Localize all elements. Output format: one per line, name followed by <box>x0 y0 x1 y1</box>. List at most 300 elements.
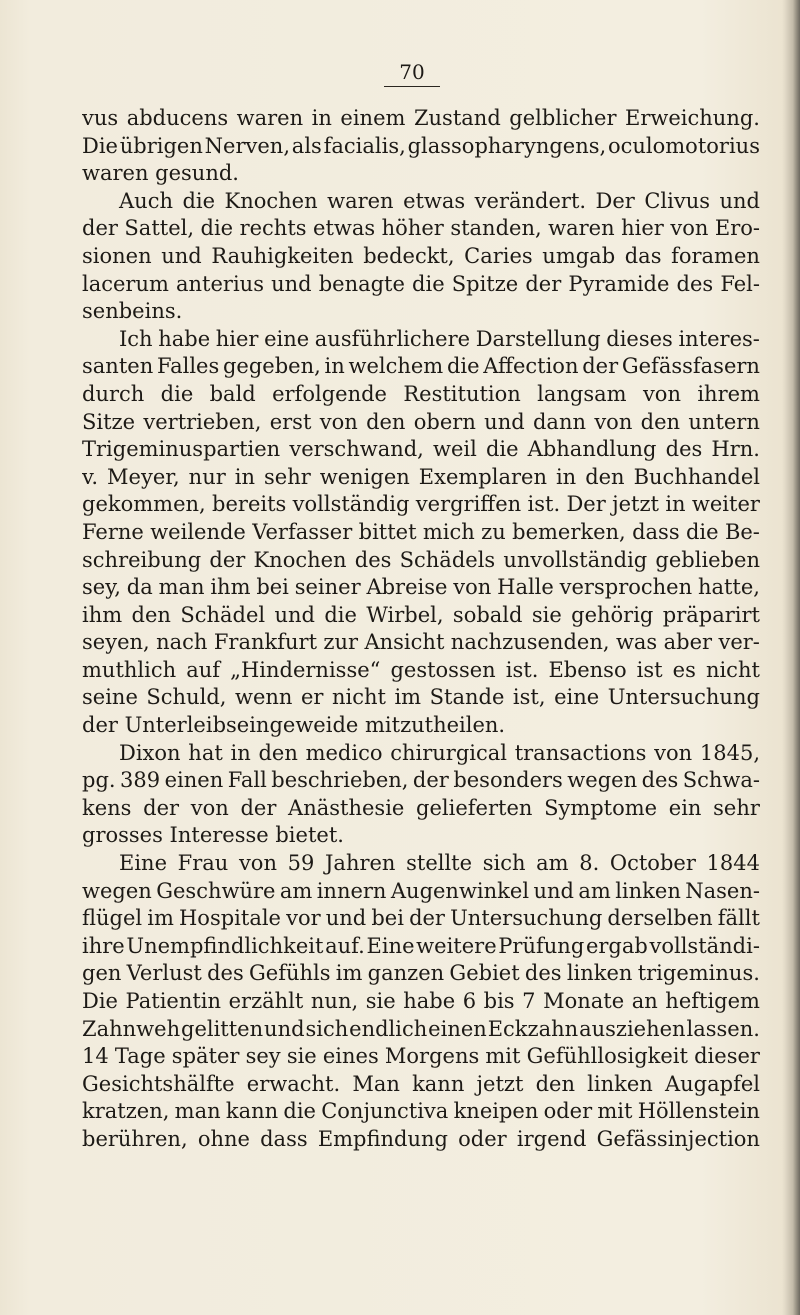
word: flügel <box>82 906 143 931</box>
word: am <box>536 851 569 876</box>
word: Zahnweh <box>82 1016 181 1041</box>
word: sie <box>286 1044 317 1069</box>
word: und <box>484 409 525 434</box>
word: eine <box>554 685 600 710</box>
word: Ero- <box>714 216 760 241</box>
word: gelitten <box>181 1016 264 1041</box>
word: derselben <box>607 906 713 931</box>
word: hier <box>621 216 664 241</box>
word: sionen <box>82 243 152 268</box>
word: vus <box>82 106 119 130</box>
word: bittet <box>358 519 417 544</box>
word: muthlich <box>82 657 177 682</box>
word: ihm <box>82 602 123 627</box>
word: von <box>319 409 358 434</box>
word: Verfasser <box>252 519 353 544</box>
word: von <box>453 575 492 600</box>
text-line <box>82 684 760 712</box>
word: Hospitale <box>178 906 281 931</box>
word: Hrn. <box>711 437 760 462</box>
word: Falles <box>156 354 220 379</box>
word: die <box>283 1099 316 1124</box>
text-line <box>82 795 760 823</box>
word: untern <box>688 409 760 434</box>
word: Gefühls <box>248 961 331 986</box>
word: der <box>240 795 277 820</box>
word: obern <box>413 409 476 434</box>
word: Affection <box>483 354 579 379</box>
word: des <box>524 961 562 986</box>
word: glassopharyngens, <box>407 133 607 158</box>
word: Die <box>82 989 118 1013</box>
word: den <box>131 602 171 627</box>
word: Jahren <box>325 851 396 876</box>
word: jetzt <box>476 1071 524 1096</box>
word: lassen. <box>686 1016 760 1041</box>
text-line <box>82 381 760 409</box>
word: oculomotorius <box>607 133 760 158</box>
word: was <box>615 630 658 655</box>
word: Halle <box>497 575 554 600</box>
word: Frankfurt <box>213 630 318 655</box>
word: seyen, <box>82 630 150 655</box>
word: sobald <box>452 602 523 627</box>
word: Ferne <box>82 519 144 544</box>
word: bereits <box>212 492 287 517</box>
word: Empfindung <box>317 1126 448 1151</box>
word: linken <box>615 878 681 903</box>
word: Exemplaren <box>418 464 547 489</box>
word: medico <box>305 740 383 765</box>
word: vor <box>286 906 321 931</box>
word: Prüfung <box>498 933 585 958</box>
word: ihre <box>82 933 125 958</box>
text-line <box>82 905 760 933</box>
text-line <box>82 1016 760 1044</box>
word: von <box>190 795 229 820</box>
word: Frau <box>177 851 229 876</box>
word: Verlust <box>126 961 202 986</box>
word: Gefühllosigkeit <box>526 1044 688 1069</box>
word: man <box>174 1099 221 1124</box>
word: auf <box>186 657 221 682</box>
text-line <box>82 740 760 768</box>
word: gekommen, <box>82 492 206 517</box>
word: irgend <box>516 1126 587 1151</box>
word: nun, <box>310 989 359 1013</box>
word: habe <box>158 326 211 351</box>
word: Nasen- <box>685 878 760 903</box>
word: heftigem <box>665 989 760 1013</box>
word: den <box>366 409 406 434</box>
word: den <box>585 464 625 489</box>
word: sehr <box>713 795 760 820</box>
text-line <box>82 960 760 988</box>
word: nachzusenden, <box>450 630 610 655</box>
word: und <box>274 602 315 627</box>
text-line <box>82 988 760 1016</box>
word: Morgens <box>384 1044 480 1069</box>
word: das <box>624 243 662 268</box>
word: Abhandlung <box>527 437 657 462</box>
word: der <box>82 216 118 241</box>
word: sich <box>305 1016 349 1041</box>
word: chirurgical <box>390 740 507 765</box>
word: Gefässfasern <box>621 354 760 379</box>
text-line <box>82 574 760 602</box>
word: kann <box>225 1099 279 1124</box>
page-edge-shadow <box>782 0 800 1315</box>
word: der <box>582 354 619 379</box>
text-line <box>82 353 760 381</box>
word: den <box>535 1071 575 1096</box>
word: oder <box>543 1099 593 1124</box>
word: transactions <box>514 740 647 765</box>
word: beschrieben, <box>271 768 409 793</box>
word: als <box>291 133 322 158</box>
word: 6 <box>462 989 477 1013</box>
word: kann <box>412 1071 465 1096</box>
word: die <box>485 437 519 462</box>
text-line <box>82 1098 760 1126</box>
word: Be- <box>724 519 760 544</box>
word: in <box>230 740 251 765</box>
word: seiner <box>294 575 361 600</box>
text-line <box>82 409 760 437</box>
word: in <box>324 354 345 379</box>
word: unvollständig <box>503 547 648 572</box>
word: eines <box>322 1044 379 1069</box>
word: am <box>279 878 313 903</box>
word: Schuld, <box>146 685 227 710</box>
word: Monate <box>543 989 625 1013</box>
word: bald <box>209 381 256 406</box>
word: erfolgende <box>272 381 387 406</box>
word: kratzen, <box>82 1099 170 1124</box>
word: im <box>335 961 363 986</box>
text-line <box>82 547 760 575</box>
word: Abreise <box>366 575 448 600</box>
word: in <box>555 464 577 489</box>
text-line <box>82 1043 760 1071</box>
word: Der <box>595 188 635 213</box>
word: von <box>642 381 681 406</box>
word: in <box>311 106 332 130</box>
word: Restitution <box>403 381 521 406</box>
word: welchem <box>348 354 444 379</box>
word: Stande <box>429 685 505 710</box>
word: gelieferten <box>416 795 533 820</box>
text-line <box>82 243 760 271</box>
word: wegen <box>567 768 638 793</box>
text-line <box>82 657 760 685</box>
word: und <box>161 243 202 268</box>
word: 1844 <box>706 851 760 876</box>
word: endlich <box>349 1016 428 1041</box>
word: Wirbel, <box>366 602 444 627</box>
word: nach <box>156 630 208 655</box>
word: Darstellung <box>475 326 601 351</box>
word: pg. <box>82 768 116 793</box>
word: Ebenso <box>548 657 627 682</box>
word: benagte <box>318 271 405 296</box>
word: Eckzahn <box>487 1016 579 1041</box>
word: der <box>409 906 445 931</box>
word: die <box>324 602 357 627</box>
word: von <box>654 740 693 765</box>
word: im <box>147 906 174 931</box>
word: weil <box>432 437 477 462</box>
word: Fel- <box>720 271 760 296</box>
word: Nerven, <box>204 133 291 158</box>
word: mit <box>485 1044 521 1069</box>
text-line <box>82 188 760 216</box>
word: erst <box>269 409 312 434</box>
word: des <box>676 271 714 296</box>
word: nicht <box>705 657 760 682</box>
word: eine <box>264 326 310 351</box>
word: ausführlichere <box>314 326 471 351</box>
word: vollständig <box>292 492 410 517</box>
word: des <box>641 768 679 793</box>
word: anterius <box>176 271 264 296</box>
word: weiter <box>691 492 760 517</box>
word: Sitze <box>82 409 136 434</box>
word: waren <box>327 188 394 213</box>
word: schreibung <box>82 547 202 572</box>
word: dann <box>532 409 586 434</box>
word: kneipen <box>453 1099 539 1124</box>
word: Höllenstein <box>637 1099 760 1124</box>
word: und <box>533 878 574 903</box>
text-line <box>82 215 760 243</box>
word: „Hindernisse“ <box>230 657 381 682</box>
word: bemerken, <box>512 519 626 544</box>
word: Geschwüre <box>156 878 276 903</box>
text-line <box>82 105 760 133</box>
word: er <box>300 685 324 710</box>
word: gehörig <box>571 602 654 627</box>
word: Untersuchung <box>450 906 603 931</box>
text-line <box>82 878 760 906</box>
word: gestossen <box>390 657 496 682</box>
word: aber <box>663 630 713 655</box>
word: der <box>412 768 449 793</box>
word: dass <box>632 519 680 544</box>
word: sie <box>365 989 396 1013</box>
word: weilende <box>150 519 246 544</box>
word: Zustand <box>413 106 501 130</box>
text-line <box>82 326 760 354</box>
word: Gesichtshälfte <box>82 1071 235 1096</box>
word: abducens <box>126 106 229 130</box>
word: bedeckt, <box>363 243 455 268</box>
word: die <box>182 188 216 213</box>
text-line <box>82 850 760 878</box>
word: ver- <box>718 630 760 655</box>
word: von <box>238 851 277 876</box>
word: dieser <box>694 1044 760 1069</box>
word: gen <box>82 961 122 986</box>
word: den <box>258 740 298 765</box>
word: einen <box>428 1016 487 1041</box>
text-line <box>82 519 760 547</box>
word: 59 <box>287 851 315 876</box>
word: die <box>412 271 445 296</box>
word: vollständi- <box>649 933 760 958</box>
word: Pyramide <box>568 271 670 296</box>
word: der <box>209 547 246 572</box>
word: auf. <box>325 933 365 958</box>
word: den <box>640 409 681 434</box>
word: hat <box>188 740 223 765</box>
word: bei <box>256 575 289 600</box>
word: Clivus <box>644 188 710 213</box>
word: hatte, <box>697 575 760 600</box>
word: ganzen <box>367 961 445 986</box>
word: sey, <box>82 575 121 600</box>
word: da <box>126 575 153 600</box>
word: erzählt <box>228 989 304 1013</box>
word: October <box>609 851 696 876</box>
word: etwas <box>313 216 376 241</box>
word: und <box>325 906 367 931</box>
word: Unempfindlichkeit <box>126 933 324 958</box>
word: in <box>234 464 255 489</box>
text-line <box>82 933 760 961</box>
word: am <box>578 878 611 903</box>
word: des <box>665 437 703 462</box>
word: ihm <box>210 575 251 600</box>
word: fällt <box>717 906 760 931</box>
text-line <box>82 629 760 657</box>
word: Gebiet <box>449 961 520 986</box>
word: wenigen <box>319 464 410 489</box>
text-line <box>82 1071 760 1099</box>
word: foramen <box>671 243 760 268</box>
word: oder <box>458 1126 507 1151</box>
word: durch <box>82 381 145 406</box>
word: Meyer, <box>107 464 180 489</box>
text-line <box>82 271 760 299</box>
word: in <box>665 492 686 517</box>
word: Tage <box>114 1044 166 1069</box>
word: vergriffen <box>415 492 522 517</box>
word: 7 <box>522 989 536 1013</box>
body-text <box>82 105 760 1154</box>
word: nicht <box>331 685 386 710</box>
word: kens <box>82 795 132 820</box>
word: von <box>594 409 633 434</box>
word: sey <box>245 1044 281 1069</box>
word: linken <box>566 961 633 986</box>
word: ausziehen <box>579 1016 686 1041</box>
word: und <box>271 271 312 296</box>
word: weitere <box>416 933 497 958</box>
word: innern <box>316 878 387 903</box>
word: mit <box>597 1099 633 1124</box>
word: Untersuchung <box>607 685 760 710</box>
word: Schädels <box>399 547 496 572</box>
word: linken <box>587 1071 653 1096</box>
word: Gefässinjection <box>596 1126 760 1151</box>
word: einen <box>164 768 224 793</box>
word: Schädel <box>180 602 266 627</box>
word: mich <box>422 519 475 544</box>
word: der <box>525 271 562 296</box>
word: Erweichung. <box>625 106 760 130</box>
word: rechts <box>239 216 307 241</box>
word: berühren, <box>82 1126 188 1151</box>
word: sehr <box>263 464 311 489</box>
word: 14 <box>82 1044 109 1069</box>
word: an <box>631 989 658 1013</box>
word: übrigen <box>119 133 203 158</box>
word: waren <box>236 106 304 130</box>
text-line <box>82 602 760 630</box>
word: Ansicht <box>364 630 445 655</box>
word: langsam <box>537 381 627 406</box>
word: ist, <box>512 685 546 710</box>
word: bei <box>371 906 404 931</box>
text-line: der Unterleibseingeweide mitzutheilen. <box>82 713 506 738</box>
word: wegen <box>82 878 152 903</box>
word: bis <box>483 989 515 1013</box>
word: Eine <box>366 933 415 958</box>
text-line: grosses Interesse bietet. <box>82 823 344 848</box>
word: waren <box>548 216 615 241</box>
word: des <box>207 961 244 986</box>
word: ohne <box>197 1126 250 1151</box>
word: Rauhigkeiten <box>211 243 354 268</box>
word: nur <box>188 464 226 489</box>
word: Conjunctiva <box>321 1099 449 1124</box>
word: Man <box>352 1071 400 1096</box>
word: Der <box>566 492 606 517</box>
word: im <box>394 685 422 710</box>
word: dass <box>260 1126 308 1151</box>
word: sie <box>531 602 562 627</box>
word: Symptome <box>544 795 658 820</box>
word: Eine <box>119 851 167 876</box>
word: ihrem <box>697 381 760 406</box>
word: Patientin <box>125 989 222 1013</box>
word: Schwa- <box>682 768 760 793</box>
word: lacerum <box>82 271 169 296</box>
word: höher <box>381 216 444 241</box>
word: dieses <box>606 326 673 351</box>
word: einem <box>340 106 406 130</box>
word: Auch <box>119 188 173 213</box>
text-line <box>82 491 760 519</box>
word: später <box>171 1044 240 1069</box>
word: hier <box>215 326 259 351</box>
word: die <box>685 519 719 544</box>
text-line: senbeins. <box>82 299 183 324</box>
word: erwacht. <box>246 1071 341 1096</box>
word: Fall <box>227 768 267 793</box>
word: von <box>670 216 709 241</box>
word: Spitze <box>451 271 519 296</box>
text-line <box>82 464 760 492</box>
word: santen <box>82 354 154 379</box>
word: Knochen <box>224 188 318 213</box>
word: interes- <box>678 326 760 351</box>
word: des <box>354 547 392 572</box>
word: facialis, <box>323 133 406 158</box>
word: verschwand, <box>289 437 424 462</box>
word: es <box>672 657 696 682</box>
